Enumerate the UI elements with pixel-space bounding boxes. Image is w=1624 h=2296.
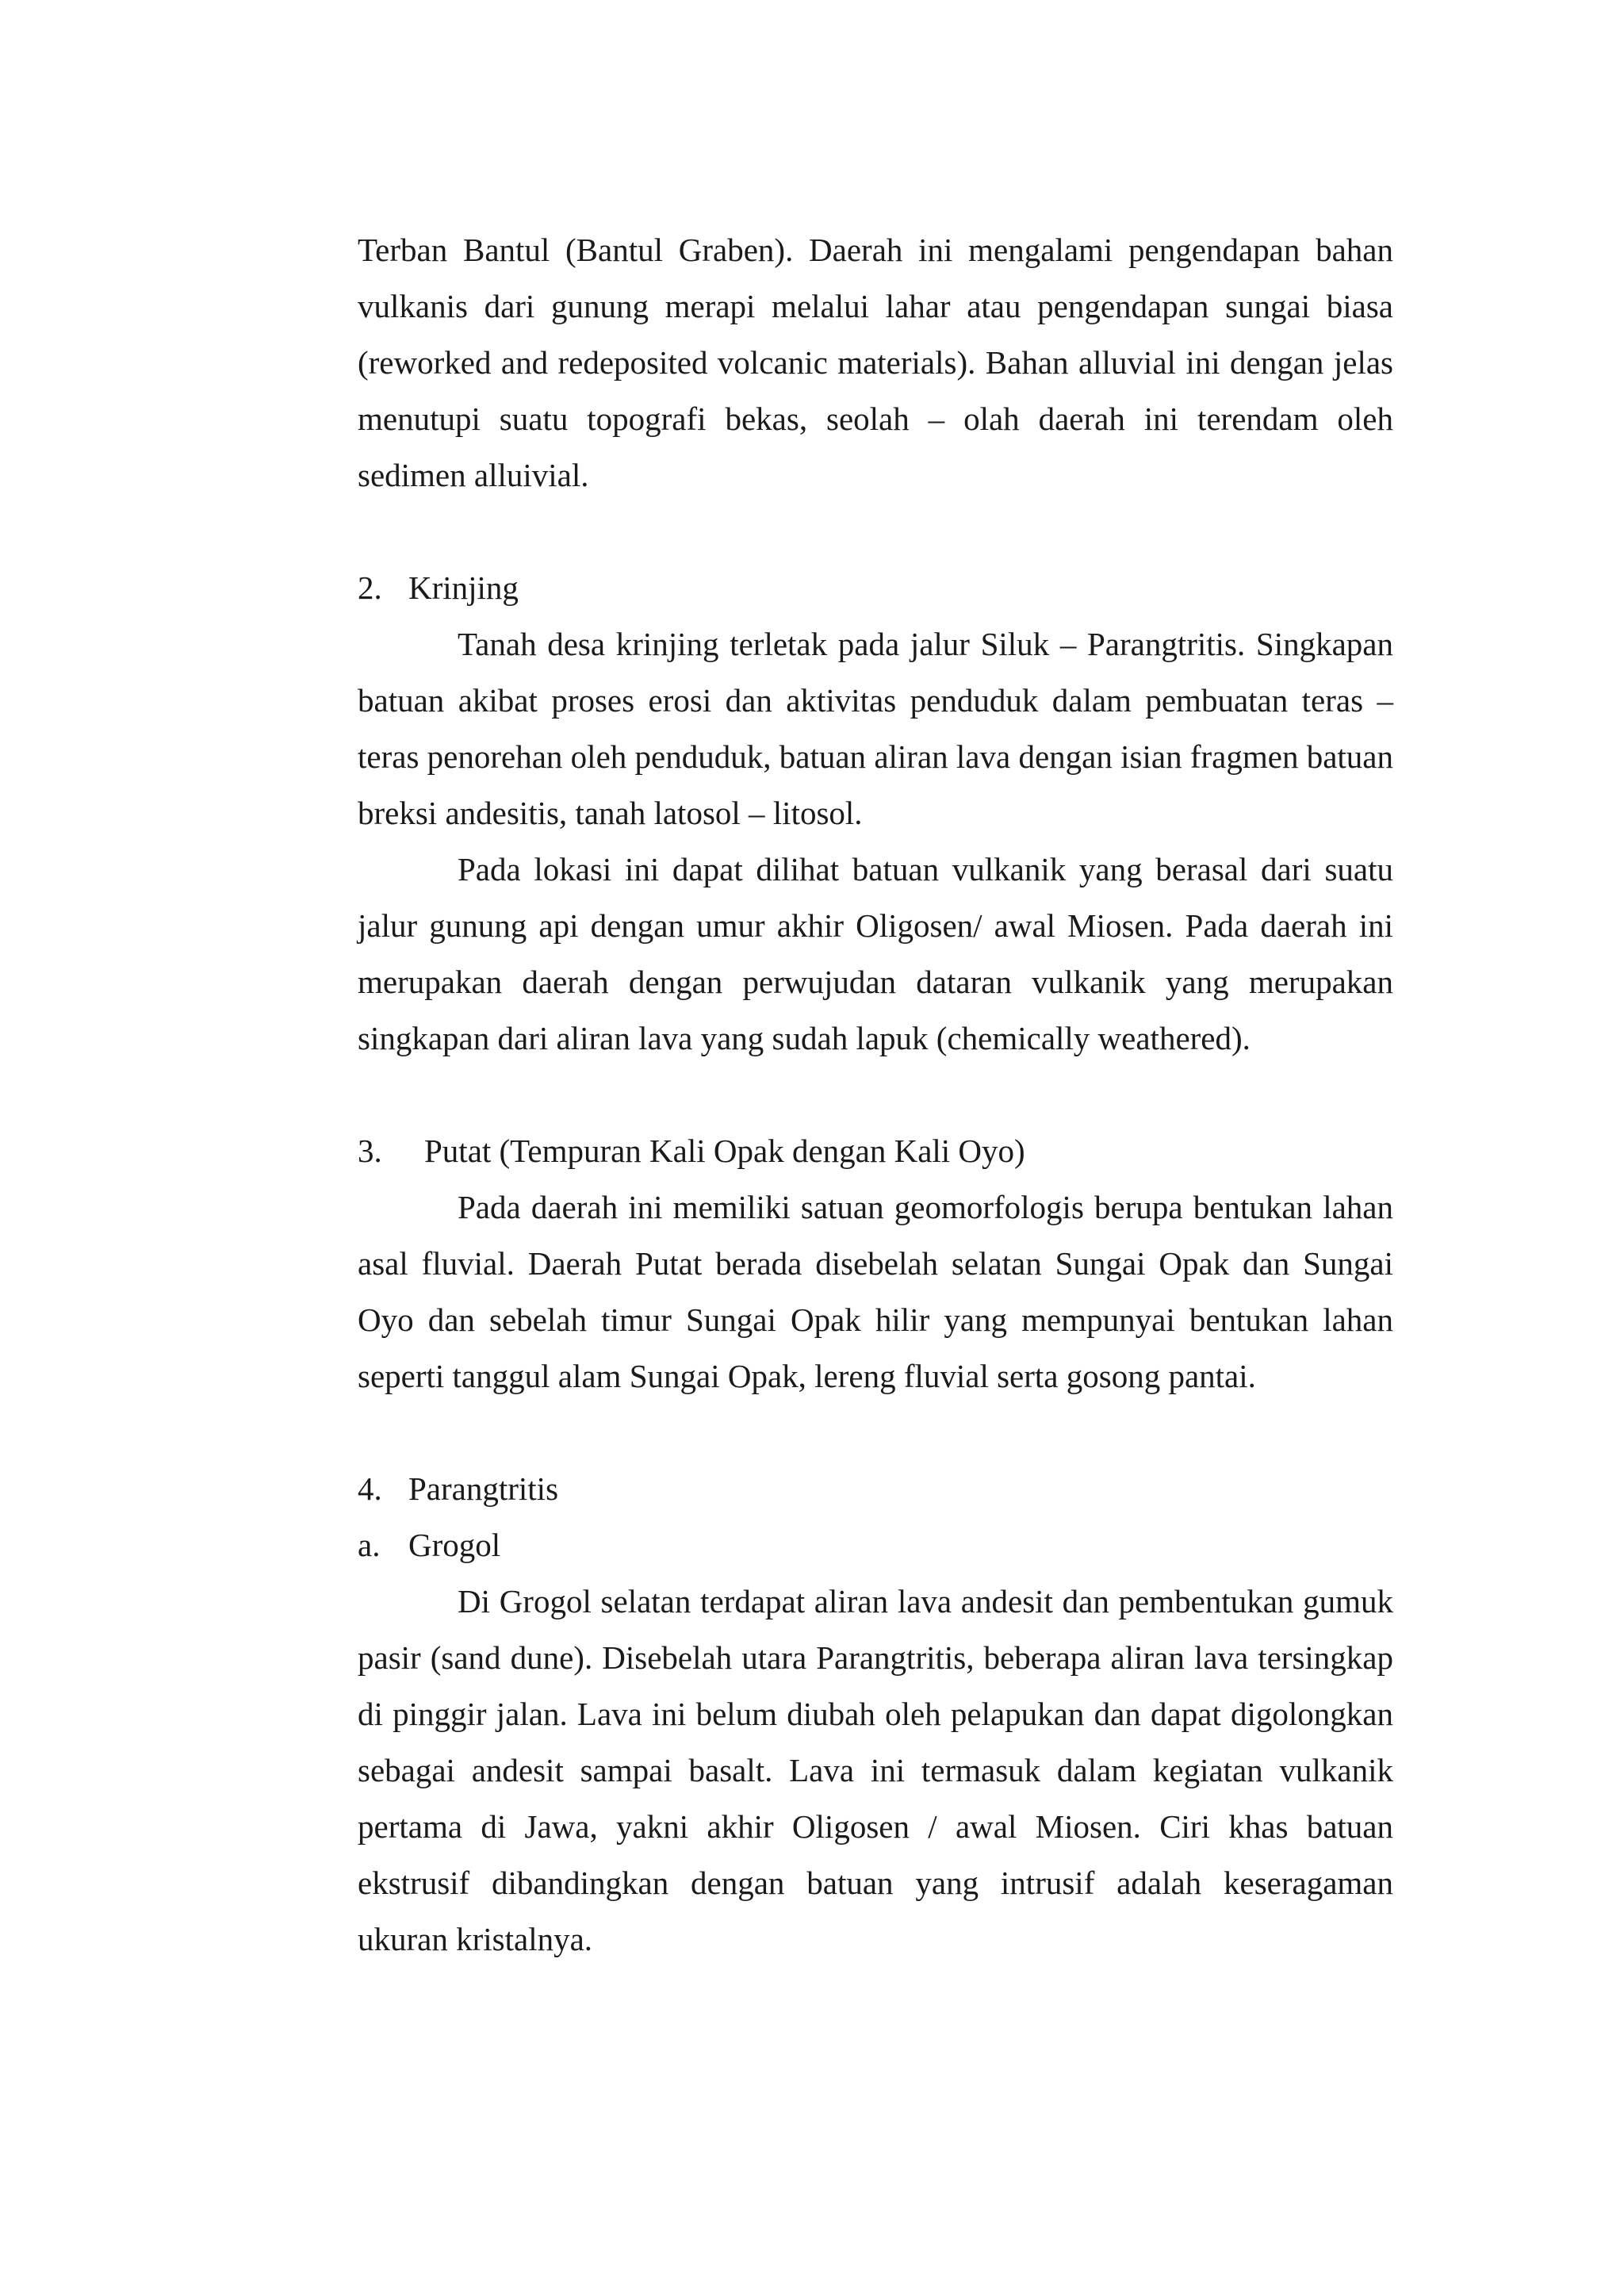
section-spacer — [358, 1067, 1393, 1123]
krinjing-paragraph-2: Pada lokasi ini dapat dilihat batuan vulkanik yang berasal dari suatu jalur gunung api dengan umur akhir Oligosen/ awal Miosen. Pada daerah ini merupakan daerah dengan perwujudan dataran vulkanik yang merupakan singkapan dari aliran lava yang sudah lapuk (chemically weathered). — [358, 851, 1393, 1056]
section-heading-parangtritis — [358, 1461, 1393, 1517]
section-title: Parangtritis — [408, 1470, 559, 1507]
section-title: Putat (Tempuran Kali Opak dengan Kali Oyo) — [424, 1133, 1025, 1169]
section-title: Krinjing — [408, 569, 519, 606]
section-number: 4. — [358, 1470, 382, 1507]
subsection-title: Grogol — [408, 1527, 501, 1563]
intro-paragraph: Terban Bantul (Bantul Graben). Daerah ini mengalami pengendapan bahan vulkanis dari gunung merapi melalui lahar atau pengendapan sungai biasa (reworked and redeposited volcanic materials). Bahan alluvial ini dengan jelas menutupi suatu topografi bekas, seolah – olah daerah ini terendam oleh sedimen alluivial. — [358, 232, 1393, 493]
grogol-paragraph: Di Grogol selatan terdapat aliran lava andesit dan pembentukan gumuk pasir (sand dune). Disebelah utara Parangtritis, beberapa aliran lava tersingkap di pinggir jalan. Lava ini belum diubah oleh pelapukan dan dapat digolongkan sebagai andesit sampai basalt. Lava ini termasuk dalam kegiatan vulkanik pertama di Jawa, yakni akhir Oligosen / awal Miosen. Ciri khas batuan ekstrusif dibandingkan dengan batuan yang intrusif adalah keseragaman ukuran kristalnya. — [358, 1583, 1393, 1957]
krinjing-paragraph-1: Tanah desa krinjing terletak pada jalur Siluk – Parangtritis. Singkapan batuan akibat proses erosi dan aktivitas penduduk dalam pembuatan teras – teras penorehan oleh penduduk, batuan aliran lava dengan isian fragmen batuan breksi andesitis, tanah latosol – litosol. — [358, 626, 1393, 831]
section-heading-krinjing — [358, 560, 1393, 616]
putat-paragraph: Pada daerah ini memiliki satuan geomorfologis berupa bentukan lahan asal fluvial. Daerah Putat berada disebelah selatan Sungai Opak dan Sungai Oyo dan sebelah timur Sungai Opak hilir yang mempunyai bentukan lahan seperti tanggul alam Sungai Opak, lereng fluvial serta gosong pantai. — [358, 1189, 1393, 1394]
section-number: 2. — [358, 569, 382, 606]
document-page — [358, 222, 1393, 1968]
section-spacer — [358, 1405, 1393, 1461]
subsection-letter: a. — [358, 1527, 381, 1563]
subsection-heading-grogol — [358, 1517, 1393, 1573]
section-number: 3. — [358, 1133, 382, 1169]
section-heading-putat — [358, 1123, 1393, 1179]
section-spacer — [358, 504, 1393, 560]
